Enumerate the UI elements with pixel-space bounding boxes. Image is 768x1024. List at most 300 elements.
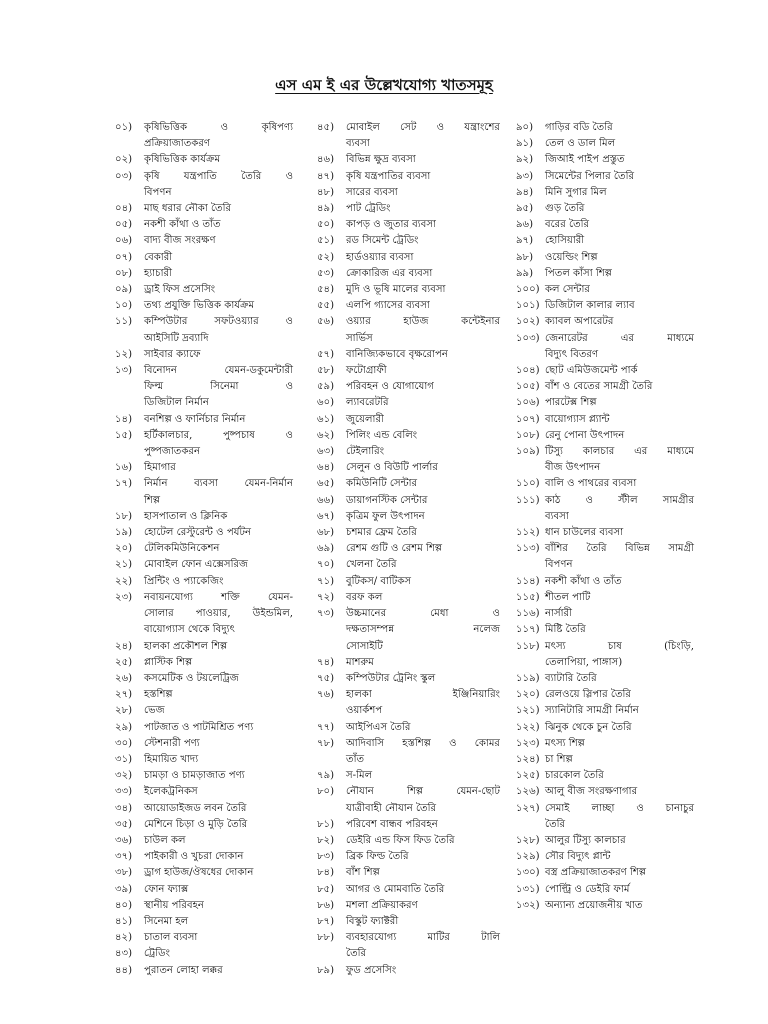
item-number: ১৪) xyxy=(115,413,133,425)
item-text xyxy=(346,412,500,428)
item-text-line: বীজ উৎপাদন xyxy=(545,462,601,474)
item-text-line: পরিবেশ বান্ধব পরিবহন xyxy=(346,818,438,830)
list-item xyxy=(317,590,500,606)
item-text-line: কাপড় ও জুতার ব্যবসা xyxy=(346,219,436,231)
list-item xyxy=(115,833,293,849)
item-text-line: মেশিনে চিড়া ও মুড়ি তৈরি xyxy=(144,818,248,830)
item-number: ১০৫) xyxy=(516,381,540,393)
item-text-line: কল সেন্টার xyxy=(545,284,590,296)
item-text-line: ইলেকট্রনিকস xyxy=(144,786,198,798)
list-item xyxy=(516,266,694,282)
item-number: ১১৪) xyxy=(516,575,540,587)
item-text xyxy=(144,849,293,865)
item-number: ১৫) xyxy=(115,429,133,441)
list-item xyxy=(516,865,694,881)
item-text-line: শীতল পাটি xyxy=(545,591,591,603)
item-text xyxy=(545,395,694,411)
item-text-line: স্টেশনারী পণ্য xyxy=(144,737,200,749)
item-text xyxy=(545,590,694,606)
item-text-line: হালকা প্রকৌশল শিল্প xyxy=(144,640,228,652)
item-text-line: অন্যান্য প্রয়োজনীয় খাত xyxy=(545,899,643,911)
item-text-line: হর্টিকালচার, পুষ্পচাষ ও xyxy=(144,429,293,441)
item-number: ৮৯) xyxy=(317,964,335,976)
item-text xyxy=(545,282,694,298)
list-item xyxy=(317,525,500,541)
list-item xyxy=(317,865,500,881)
list-item xyxy=(317,250,500,266)
item-text xyxy=(545,201,694,217)
list-item xyxy=(317,314,500,346)
item-number: ১৩০) xyxy=(516,867,540,879)
item-number: ৭৮) xyxy=(317,737,335,749)
item-text-line: সিমেন্টের পিলার তৈরি xyxy=(545,170,635,182)
item-number: ২২) xyxy=(115,575,133,587)
item-text-line: প্রক্রিয়াজাতকরণ xyxy=(144,138,210,150)
item-number: ১২০) xyxy=(516,689,540,701)
list-item xyxy=(115,752,293,768)
item-number: ২৫) xyxy=(115,656,133,668)
item-number: ০৪) xyxy=(115,203,133,215)
item-text xyxy=(545,169,694,185)
item-text xyxy=(545,298,694,314)
item-text xyxy=(545,136,694,152)
item-number: ৮৩) xyxy=(317,851,335,863)
item-text-line: বিনোদন যেমন-ডকুমেন্টারী xyxy=(144,365,293,377)
item-text-line: ক্যাবল অপারেটর xyxy=(545,316,614,328)
item-number: ৪৭) xyxy=(317,170,335,182)
item-text-line: ফুড প্রসেসিং xyxy=(346,964,397,976)
list-item xyxy=(317,233,500,249)
list-item xyxy=(317,655,500,671)
item-number: ১০১) xyxy=(516,300,540,312)
item-number: ৯১) xyxy=(516,138,534,150)
item-text-line: সার্ভিস xyxy=(346,332,373,344)
item-number: ৭৩) xyxy=(317,608,335,620)
list-item xyxy=(516,282,694,298)
list-item xyxy=(516,185,694,201)
item-text-line: বাঁশির তৈরি বিভিন্ন সামগ্রী xyxy=(545,543,694,555)
list-item xyxy=(317,671,500,687)
item-number: ০৬) xyxy=(115,235,133,247)
item-number: ২৬) xyxy=(115,672,133,684)
item-number: ৮৫) xyxy=(317,883,335,895)
item-text-line: জেনারেটর এর মাধ্যমে xyxy=(545,332,694,344)
item-number: ৫৯) xyxy=(317,381,335,393)
item-text-line: খেলনা তৈরি xyxy=(346,559,397,571)
item-text xyxy=(545,671,694,687)
item-number: ১২) xyxy=(115,348,133,360)
item-number: ৫৪) xyxy=(317,284,335,296)
list-item xyxy=(115,720,293,736)
list-item xyxy=(317,282,500,298)
item-text-line: মোবাইল ফোন এক্সেসরিজ xyxy=(144,559,249,571)
list-item xyxy=(516,314,694,330)
item-text xyxy=(346,817,500,833)
item-text xyxy=(346,833,500,849)
list-item xyxy=(115,801,293,817)
item-text-line: হাসপাতাল ও ক্লিনিক xyxy=(144,510,228,522)
item-text-line: স্থানীয় পরিবহন xyxy=(144,899,204,911)
list-item xyxy=(516,752,694,768)
list-item xyxy=(115,963,293,979)
item-text xyxy=(144,298,293,314)
item-text xyxy=(144,509,293,525)
item-number: ২১) xyxy=(115,559,133,571)
item-number: ৩৩) xyxy=(115,786,133,798)
item-number: ০১) xyxy=(115,122,133,133)
list-item xyxy=(317,169,500,185)
item-text-line: ঝিনুক থেকে চুন তৈরি xyxy=(545,721,632,733)
item-text-line: ব্যবসা xyxy=(346,138,370,150)
item-text xyxy=(144,347,293,363)
item-text xyxy=(346,509,500,525)
item-text xyxy=(346,655,500,671)
item-text-line: ল্যাবরেটরি xyxy=(346,397,389,409)
item-text-line: বরফ কল xyxy=(346,591,383,603)
item-number: ৯৬) xyxy=(516,219,534,231)
item-text xyxy=(545,833,694,849)
item-text-line: মাশরুম xyxy=(346,656,374,668)
item-number: ৮১) xyxy=(317,818,335,830)
item-text-line: হ্যাচারী xyxy=(144,267,172,279)
item-number: ৭১) xyxy=(317,575,335,587)
list-item xyxy=(516,233,694,249)
list-item xyxy=(317,768,500,784)
list-item xyxy=(516,882,694,898)
item-text xyxy=(144,768,293,784)
item-text-line: কৃষিভিত্তিক কার্যক্রম xyxy=(144,154,221,166)
item-number: ১২৭) xyxy=(516,802,540,814)
item-number: ১০৬) xyxy=(516,397,540,409)
item-text-line: যাত্রীবাহী নৌযান তৈরি xyxy=(346,802,437,814)
item-text-line: মাছ ধরার নৌকা তৈরি xyxy=(144,203,232,215)
item-text-line: রেলওয়ে স্লিপার তৈরি xyxy=(545,689,631,701)
item-text xyxy=(346,768,500,784)
item-text-line: কম্পিউটার ট্রেনিং স্কুল xyxy=(346,672,436,684)
list-item xyxy=(115,428,293,460)
item-text xyxy=(144,250,293,266)
list-item xyxy=(516,590,694,606)
item-text xyxy=(545,428,694,444)
list-item xyxy=(115,671,293,687)
item-text-line: ড্রাগ হাউজ/ঔষধের দোকান xyxy=(144,867,254,879)
list-item xyxy=(317,185,500,201)
list-item xyxy=(516,703,694,719)
item-text-line: কম্পিউটার সফটওয়্যার ও xyxy=(144,316,293,328)
item-text-line: হিমায়িত খাদ্য xyxy=(144,753,199,765)
list-item xyxy=(115,363,293,412)
item-text-line: নৌযান শিল্প যেমন-ছোট xyxy=(346,786,500,798)
item-number: ২৮) xyxy=(115,705,133,717)
item-text xyxy=(346,460,500,476)
list-item xyxy=(317,379,500,395)
list-item xyxy=(115,914,293,930)
item-text xyxy=(144,363,293,412)
item-number: ৬১) xyxy=(317,413,335,425)
item-text xyxy=(346,963,500,979)
list-item xyxy=(516,476,694,492)
item-number: ৩৭) xyxy=(115,851,133,863)
item-text xyxy=(144,882,293,898)
item-text xyxy=(346,314,500,346)
list-item xyxy=(516,136,694,152)
list-item xyxy=(516,493,694,525)
item-text xyxy=(346,428,500,444)
item-text-line: প্লাস্টিক শিল্প xyxy=(144,656,193,668)
item-text-line: বালি ও পাথরের ব্যবসা xyxy=(545,478,637,490)
item-text-line: নার্সারী xyxy=(545,608,572,620)
item-text xyxy=(346,590,500,606)
item-number: ১২৪) xyxy=(516,753,540,765)
item-text-line: দক্ষতাসম্পন্ন নলেজ xyxy=(346,624,500,636)
item-number: ৪৩) xyxy=(115,948,133,960)
item-number: ৪২) xyxy=(115,932,133,944)
item-number: ৬৬) xyxy=(317,494,335,506)
item-number: ৫৫) xyxy=(317,300,335,312)
item-text-line: পুষ্পজাতকরন xyxy=(144,446,201,458)
item-text xyxy=(545,898,694,914)
item-number: ১২৮) xyxy=(516,834,540,846)
item-number: ৩৯) xyxy=(115,883,133,895)
list-item xyxy=(317,428,500,444)
item-number: ৭৭) xyxy=(317,721,335,733)
item-text xyxy=(346,882,500,898)
item-number: ১১৬) xyxy=(516,608,540,620)
list-item xyxy=(317,882,500,898)
item-text-line: বিভিন্ন ক্ষুদ্র ব্যবসা xyxy=(346,154,416,166)
list-item xyxy=(317,720,500,736)
item-text xyxy=(144,720,293,736)
item-text xyxy=(144,898,293,914)
item-text-line: বিপণন xyxy=(545,559,573,571)
item-text xyxy=(144,817,293,833)
list-item xyxy=(115,509,293,525)
item-text xyxy=(346,914,500,930)
item-text xyxy=(346,574,500,590)
item-number: ৩০) xyxy=(115,737,133,749)
item-number: ২০) xyxy=(115,543,133,555)
item-text-line: ওয়্যার হাউজ কন্টেইনার xyxy=(346,316,500,328)
item-text xyxy=(346,152,500,168)
list-item xyxy=(115,849,293,865)
item-text-line: ক্রোকারিজ এর ব্যবসা xyxy=(346,267,433,279)
item-number: ১২২) xyxy=(516,721,540,733)
item-number: ৯৩) xyxy=(516,170,534,182)
list-item xyxy=(317,849,500,865)
sector-list-column-3 xyxy=(516,120,694,914)
list-item xyxy=(516,833,694,849)
list-item xyxy=(317,493,500,509)
item-number: ৮২) xyxy=(317,834,335,846)
item-number: ৯৪) xyxy=(516,186,534,198)
item-number: ৮৪) xyxy=(317,867,335,879)
list-item xyxy=(115,687,293,703)
item-number: ১৩২) xyxy=(516,899,540,911)
item-number: ৮৬) xyxy=(317,899,335,911)
item-text xyxy=(545,849,694,865)
item-text xyxy=(144,412,293,428)
list-item xyxy=(115,865,293,881)
item-text-line: মৎস্য শিল্প xyxy=(545,737,585,749)
item-number: ৭২) xyxy=(317,591,335,603)
item-number: ৯২) xyxy=(516,154,534,166)
item-text-line: চারকোল তৈরি xyxy=(545,770,604,782)
item-text-line: বিপণন xyxy=(144,186,172,198)
item-text-line: কৃষি যন্ত্রপাতি তৈরি ও xyxy=(144,170,293,182)
item-number: ৮০) xyxy=(317,786,335,798)
item-text-line: সিনেমা হল xyxy=(144,915,189,927)
list-item xyxy=(115,314,293,346)
item-text xyxy=(545,217,694,233)
item-number: ৪৯) xyxy=(317,203,335,215)
list-item xyxy=(317,817,500,833)
item-text xyxy=(346,444,500,460)
item-text xyxy=(346,898,500,914)
item-text-line: তেলাপিয়া, পাঙ্গাস) xyxy=(545,656,623,668)
item-text-line: ডিজিটাল নির্মান xyxy=(144,397,209,409)
item-text-line: ব্যবসা xyxy=(545,510,569,522)
item-text xyxy=(545,639,694,671)
item-text xyxy=(346,671,500,687)
item-text-line: পুরাতন লোহা লক্কর xyxy=(144,964,223,976)
item-number: ৬৩) xyxy=(317,446,335,458)
item-text xyxy=(346,363,500,379)
list-item xyxy=(317,363,500,379)
item-text-line: সারের ব্যবসা xyxy=(346,186,398,198)
item-text xyxy=(346,525,500,541)
item-text-line: ট্রেডিং xyxy=(144,948,170,960)
item-text xyxy=(144,655,293,671)
list-item xyxy=(317,217,500,233)
item-number: ৭৬) xyxy=(317,689,335,701)
item-number: ১০২) xyxy=(516,316,540,328)
item-number: ৫৩) xyxy=(317,267,335,279)
list-item xyxy=(516,152,694,168)
item-number: ৩৬) xyxy=(115,834,133,846)
list-item xyxy=(317,541,500,557)
item-number: ১১১) xyxy=(516,494,540,506)
item-text-line: টেলিকমিউনিকেশন xyxy=(144,543,220,555)
item-text xyxy=(545,379,694,395)
item-number: ৪৪) xyxy=(115,964,133,976)
list-item xyxy=(317,201,500,217)
item-number: ৫২) xyxy=(317,251,335,263)
item-text xyxy=(346,185,500,201)
item-text xyxy=(545,314,694,330)
list-item xyxy=(516,444,694,476)
item-text xyxy=(144,865,293,881)
item-number: ৫০) xyxy=(317,219,335,231)
item-text-line: বানিজ্যিকভাবে বৃক্ষরোপন xyxy=(346,348,448,360)
item-text-line: ব্রিক ফিল্ড তৈরি xyxy=(346,851,409,863)
item-number: ৬৪) xyxy=(317,462,335,474)
list-item xyxy=(115,574,293,590)
item-text xyxy=(545,185,694,201)
item-number: ৩৫) xyxy=(115,818,133,830)
item-text-line: কসমেটিক ও টয়লেট্রিজ xyxy=(144,672,239,684)
list-item xyxy=(516,898,694,914)
list-item xyxy=(516,736,694,752)
item-number: ৬২) xyxy=(317,429,335,441)
item-text xyxy=(545,752,694,768)
item-text xyxy=(545,622,694,638)
list-item xyxy=(317,606,500,655)
item-text-line: আলু বীজ সংরক্ষণাগার xyxy=(545,786,638,798)
item-text xyxy=(144,233,293,249)
list-item xyxy=(115,347,293,363)
item-text-line: হিমাগার xyxy=(144,462,176,474)
item-number: ১০৭) xyxy=(516,413,540,425)
item-text xyxy=(346,930,500,962)
sector-list-column-2 xyxy=(317,120,500,979)
item-text-line: তৈরি xyxy=(346,948,367,960)
item-text-line: চামড়া ও চামড়াজাত পণ্য xyxy=(144,770,245,782)
item-text xyxy=(144,914,293,930)
item-number: ০৮) xyxy=(115,267,133,279)
item-number: ৫৬) xyxy=(317,316,335,328)
item-text-line: হোটেল রেস্টুরেন্ট ও পর্যটন xyxy=(144,527,252,539)
item-text-line: ডিজিটাল কালার ল্যাব xyxy=(545,300,635,312)
item-number: ১২৯) xyxy=(516,851,540,863)
item-text xyxy=(144,752,293,768)
item-text-line: ভেজ xyxy=(144,705,165,717)
item-text-line: ব্যাটারি তৈরি xyxy=(545,672,597,684)
item-text-line: আলুর টিস্যু কালচার xyxy=(545,834,626,846)
item-number: ১২১) xyxy=(516,705,540,717)
item-number: ৬৯) xyxy=(317,543,335,555)
item-number: ৪৮) xyxy=(317,186,335,198)
list-item xyxy=(115,639,293,655)
item-number: ১০) xyxy=(115,300,133,312)
item-text-line: হালকা ইঞ্জিনিয়ারিং xyxy=(346,689,500,701)
item-text-line: বেকারী xyxy=(144,251,173,263)
item-number: ১৬) xyxy=(115,462,133,474)
item-text xyxy=(346,784,500,816)
list-item xyxy=(115,784,293,800)
item-text-line: গুড় তৈরি xyxy=(545,203,585,215)
item-text-line: উচ্চমানের মেধা ও xyxy=(346,608,500,620)
item-number: ৫১) xyxy=(317,235,335,247)
item-text xyxy=(144,590,293,639)
list-item xyxy=(115,169,293,201)
list-item xyxy=(317,736,500,768)
item-text-line: পিলিং এন্ড বেলিং xyxy=(346,429,418,441)
item-text-line: পরিবহন ও যোগাযোগ xyxy=(346,381,434,393)
item-text-line: বাঁশ ও বেতের সামগ্রী তৈরি xyxy=(545,381,653,393)
list-item xyxy=(317,574,500,590)
item-text-line: বুটিকস/ বাটিকস xyxy=(346,575,412,587)
item-number: ১১) xyxy=(115,316,133,328)
item-text-line: জিআই পাইপ প্রস্তুত xyxy=(545,154,625,166)
item-text xyxy=(144,201,293,217)
list-item xyxy=(115,590,293,639)
item-text xyxy=(545,736,694,752)
item-text-line: ছোট এমিউজমেন্ট পার্ক xyxy=(545,365,638,377)
item-number: ১৩১) xyxy=(516,883,540,895)
item-number: ১০০) xyxy=(516,284,540,296)
list-item xyxy=(516,217,694,233)
list-item xyxy=(317,963,500,979)
item-text xyxy=(144,152,293,168)
list-item xyxy=(317,152,500,168)
item-text-line: ডায়াগনস্টিক সেন্টার xyxy=(346,494,428,506)
list-item xyxy=(516,250,694,266)
item-text-line: ড্রাই ফিস প্রসেসিং xyxy=(144,284,216,296)
item-text xyxy=(346,282,500,298)
item-text-line: পাইকারী ও খুচরা দোকান xyxy=(144,851,244,863)
item-text xyxy=(144,736,293,752)
list-item xyxy=(317,395,500,411)
